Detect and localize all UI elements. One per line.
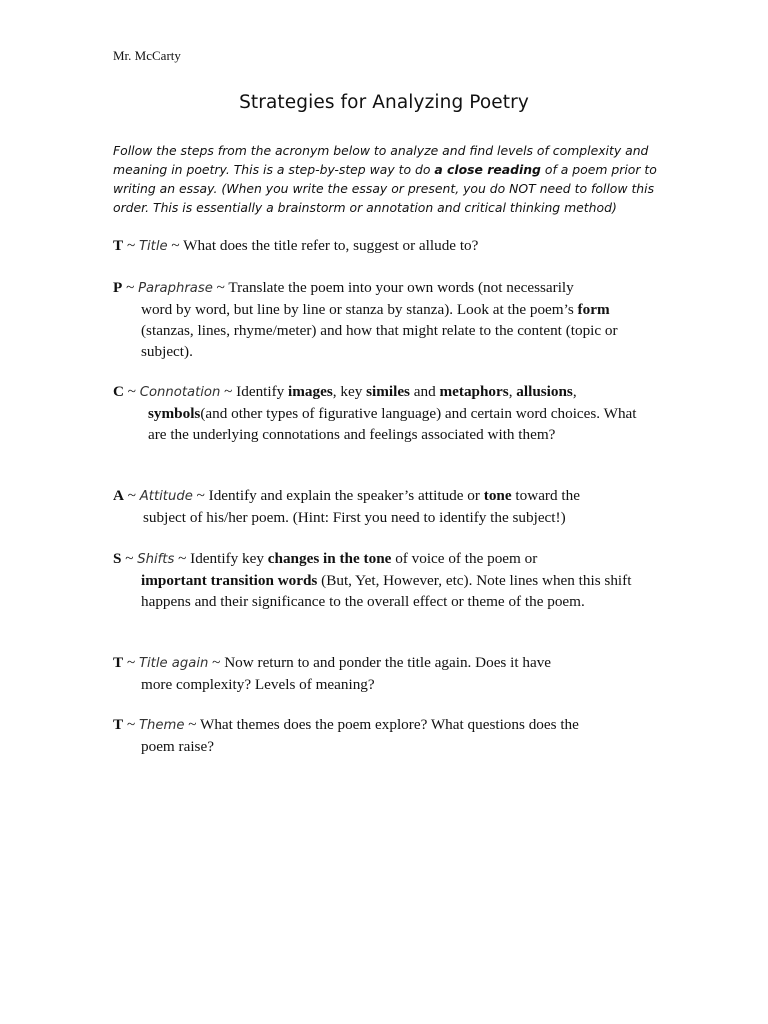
- step-text: Identify key: [190, 550, 268, 567]
- step-keyword: metaphors: [439, 383, 509, 400]
- step-text: (and other types of figurative language) and certain word choices. What are the underlying connotations and feelings associated with them?: [148, 405, 637, 443]
- step-first-line: A ~ Attitude ~ Identify and explain the speaker’s attitude or tone toward the: [113, 487, 580, 504]
- step-text: word by word, but line by line or stanza by stanza). Look at the poem’s: [141, 301, 578, 318]
- step-continuation: [113, 507, 658, 528]
- author-name: Mr. McCarty: [113, 48, 181, 63]
- page-title: Strategies for Analyzing Poetry: [239, 92, 529, 113]
- step-title-again: [113, 652, 658, 695]
- step-shifts: [113, 548, 658, 612]
- step-term: Paraphrase: [138, 281, 213, 296]
- intro-text-2: of a poem prior to writing an essay. (When you write the essay or present, you do NOT need to follow this order. This is essentially a brainstorm or annotation and critical thinking method): [113, 162, 657, 215]
- step-text: Now return to and ponder the title again. Does it have: [224, 654, 552, 671]
- step-term: Attitude: [139, 489, 193, 504]
- step-text: Translate the poem into your own words (not necessarily: [228, 279, 574, 296]
- step-letter: T: [113, 716, 124, 733]
- step-first-line: P ~ Paraphrase ~ Translate the poem into your own words (not necessarily: [113, 279, 574, 296]
- intro-text-1: Follow the steps from the acronym below to analyze and find levels of complexity and meaning in poetry. This is a step-by-step way to do: [113, 143, 649, 177]
- step-continuation: [113, 736, 658, 757]
- step-text: , key: [332, 383, 367, 400]
- step-first-line: C ~ Connotation ~ Identify images, key similes and metaphors, allusions,: [113, 383, 577, 400]
- step-first-line: T ~ Title ~ What does the title refer to, suggest or allude to?: [113, 237, 479, 254]
- step-connotation: [113, 381, 658, 445]
- step-continuation: [113, 674, 658, 695]
- step-text: What does the title refer to, suggest or allude to?: [183, 237, 479, 254]
- step-theme: [113, 714, 658, 757]
- step-keyword: tone: [483, 487, 512, 504]
- step-first-line: S ~ Shifts ~ Identify key changes in the tone of voice of the poem or: [113, 550, 538, 567]
- step-text: (But, Yet, However, etc). Note lines when this shift happens and their significance to the overall effect or theme of the poem.: [141, 572, 632, 610]
- step-first-line: T ~ Theme ~ What themes does the poem explore? What questions does the: [113, 716, 579, 733]
- step-keyword: changes in the tone: [267, 550, 392, 567]
- step-text: subject of his/her poem. (Hint: First you need to identify the subject!): [143, 509, 566, 526]
- step-continuation: [113, 403, 658, 445]
- step-text: Identify and explain the speaker’s attitude or: [208, 487, 484, 504]
- step-term: Title: [138, 239, 168, 254]
- step-attitude: [113, 485, 658, 528]
- step-letter: P: [113, 279, 123, 296]
- step-continuation: [113, 570, 658, 612]
- step-text: of voice of the poem or: [391, 550, 538, 567]
- step-text: toward the: [511, 487, 580, 504]
- intro-emphasis: a close reading: [434, 162, 541, 177]
- step-term: Title again: [138, 656, 209, 671]
- step-continuation: [113, 299, 658, 362]
- step-text: ,: [508, 383, 517, 400]
- step-keyword: images: [288, 383, 333, 400]
- step-text: ,: [572, 383, 577, 400]
- step-term: Shifts: [137, 552, 175, 567]
- step-keyword: important transition words: [141, 572, 318, 589]
- step-keyword: symbols: [148, 405, 201, 422]
- step-term: Theme: [138, 718, 185, 733]
- step-title: [113, 235, 658, 257]
- step-keyword: similes: [366, 383, 410, 400]
- step-first-line: T ~ Title again ~ Now return to and ponder the title again. Does it have: [113, 654, 552, 671]
- step-letter: T: [113, 654, 124, 671]
- step-keyword: allusions: [516, 383, 573, 400]
- step-text: poem raise?: [141, 738, 214, 755]
- step-keyword: form: [577, 301, 610, 318]
- step-paraphrase: [113, 277, 658, 362]
- step-text: (stanzas, lines, rhyme/meter) and how that might relate to the content (topic or subject).: [141, 322, 618, 360]
- step-text: What themes does the poem explore? What questions does the: [200, 716, 579, 733]
- step-text: more complexity? Levels of meaning?: [141, 676, 375, 693]
- step-text: Identify: [236, 383, 289, 400]
- step-letter: C: [113, 383, 124, 400]
- intro-paragraph: [113, 141, 658, 217]
- step-letter: T: [113, 237, 124, 254]
- step-text: and: [409, 383, 440, 400]
- step-letter: S: [113, 550, 122, 567]
- step-term: Connotation: [139, 385, 221, 400]
- step-letter: A: [113, 487, 124, 504]
